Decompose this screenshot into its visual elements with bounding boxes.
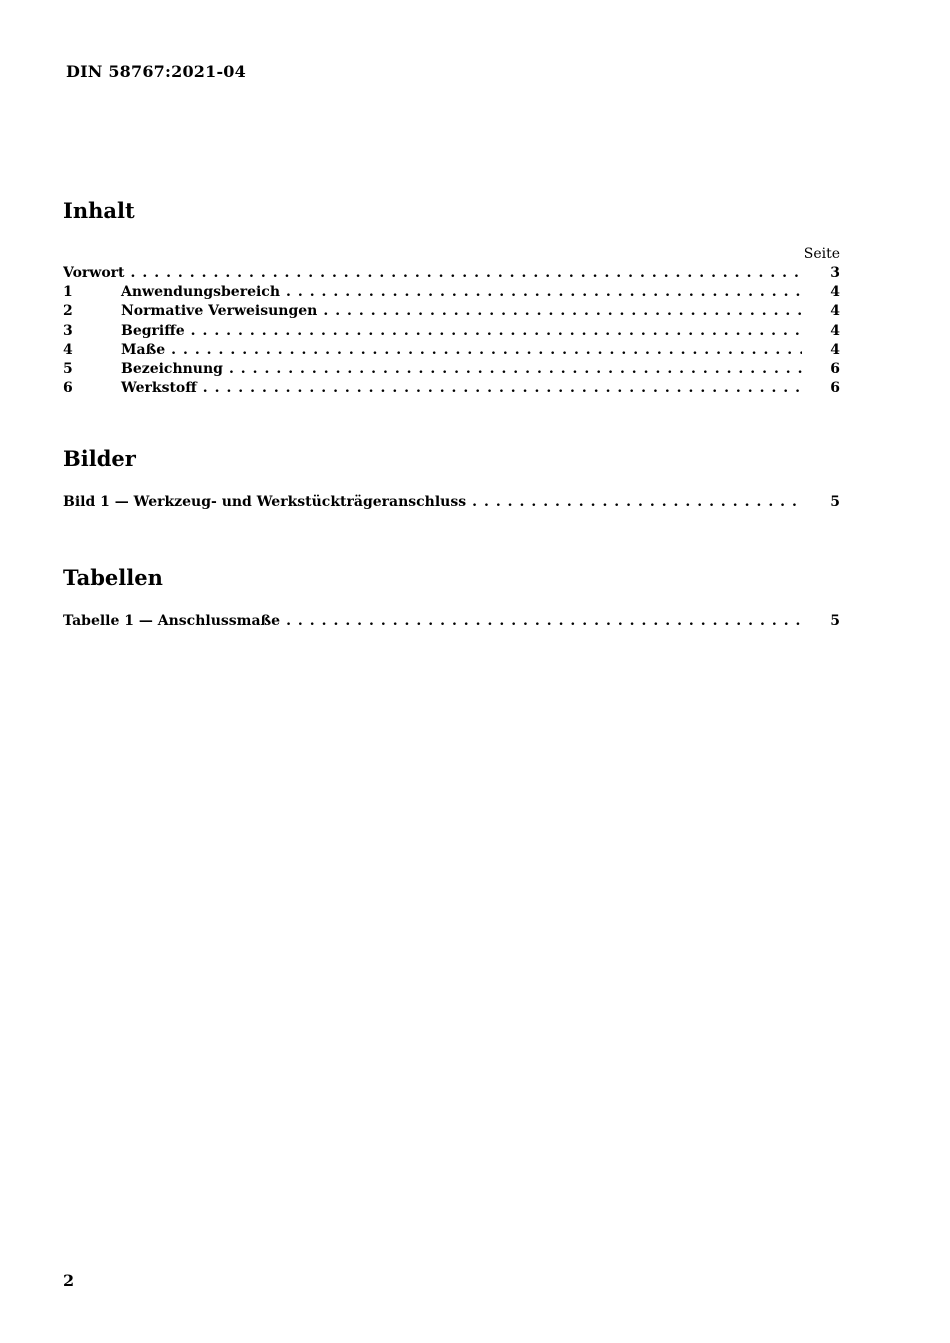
toc-entry-title: Maße	[121, 341, 166, 358]
toc-entry-page: 4	[830, 322, 840, 339]
toc-entry-title: Vorwort	[63, 265, 125, 281]
contents-heading: Inhalt	[63, 198, 135, 223]
dot-leader	[203, 380, 802, 396]
table-entry-page: 5	[830, 613, 840, 629]
dot-leader	[171, 342, 802, 358]
list-of-figures	[63, 494, 840, 513]
toc-entry-number: 5	[63, 360, 73, 377]
table-of-contents	[63, 265, 840, 399]
document-id: DIN 58767:2021-04	[66, 62, 246, 81]
toc-entry-page: 6	[830, 380, 840, 397]
toc-entry-number: 3	[63, 322, 73, 339]
figure-entry-page: 5	[830, 494, 840, 510]
toc-entry-bezeichnung[interactable]	[63, 361, 840, 380]
toc-entry-title: Normative Verweisungen	[121, 303, 318, 320]
toc-entry-page: 6	[830, 360, 840, 377]
toc-entry-anwendungsbereich[interactable]	[63, 284, 840, 303]
page-number: 2	[63, 1271, 75, 1290]
toc-entry-werkstoff[interactable]	[63, 380, 840, 399]
toc-entry-title: Begriffe	[121, 322, 185, 339]
toc-entry-number: 2	[63, 303, 73, 320]
table-entry-tabelle-1[interactable]	[63, 613, 840, 632]
toc-entry-number: 4	[63, 341, 73, 358]
toc-entry-normative-verweisungen[interactable]	[63, 303, 840, 322]
toc-entry-number: 6	[63, 380, 73, 397]
toc-entry-vorwort[interactable]	[63, 265, 840, 284]
dot-leader	[286, 284, 802, 300]
toc-entry-page: 3	[830, 265, 840, 281]
toc-entry-page: 4	[830, 341, 840, 358]
dot-leader	[323, 303, 802, 319]
toc-entry-begriffe[interactable]	[63, 323, 840, 342]
dot-leader	[229, 361, 802, 377]
table-entry-title: Tabelle 1 — Anschlussmaße	[63, 613, 281, 629]
toc-entry-masse[interactable]	[63, 342, 840, 361]
figure-entry-bild-1[interactable]	[63, 494, 840, 513]
dot-leader	[131, 265, 802, 281]
dot-leader	[191, 323, 802, 339]
page-column-label: Seite	[803, 246, 840, 262]
toc-entry-title: Anwendungsbereich	[121, 284, 280, 301]
figures-heading: Bilder	[63, 446, 136, 471]
list-of-tables	[63, 613, 840, 632]
toc-entry-page: 4	[830, 284, 840, 301]
tables-heading: Tabellen	[63, 565, 163, 590]
dot-leader	[286, 613, 802, 629]
toc-entry-page: 4	[830, 303, 840, 320]
toc-entry-title: Werkstoff	[121, 380, 197, 397]
toc-entry-title: Bezeichnung	[121, 360, 223, 377]
figure-entry-title: Bild 1 — Werkzeug- und Werkstückträgeranschluss	[63, 494, 467, 510]
toc-entry-number: 1	[63, 284, 73, 301]
dot-leader	[472, 494, 802, 510]
